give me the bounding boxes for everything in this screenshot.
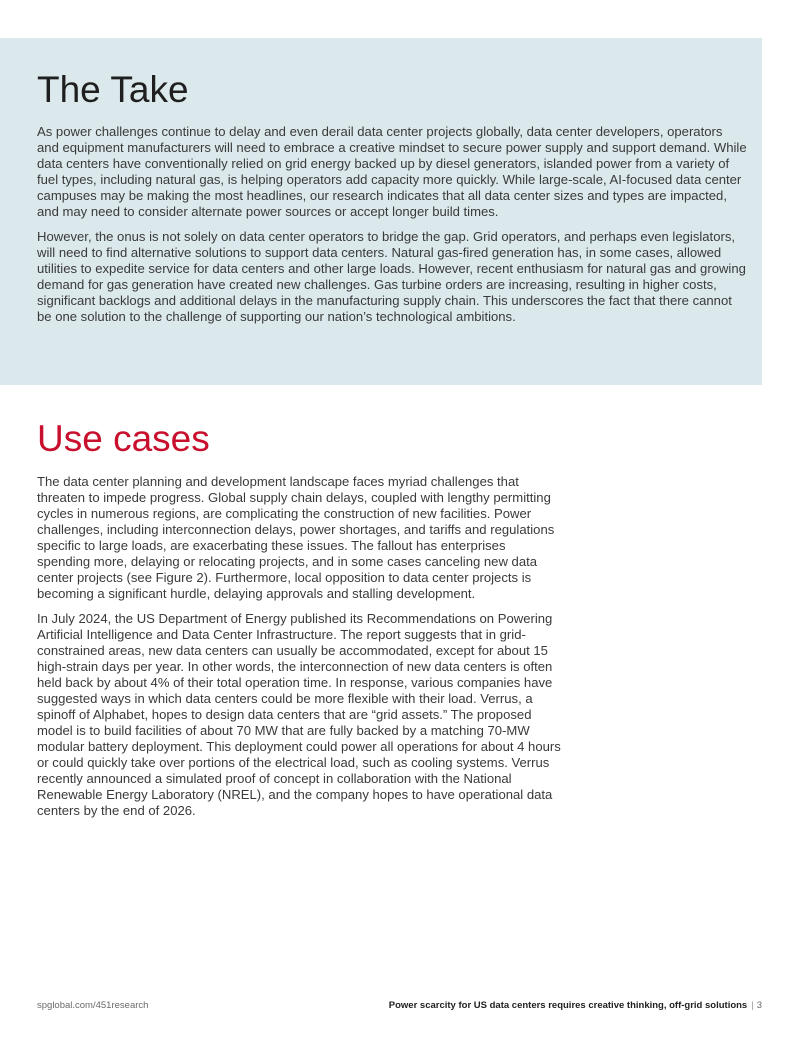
footer-report-title: Power scarcity for US data centers requires creative thinking, off-grid solutions (388, 1000, 748, 1011)
the-take-paragraph-1: As power challenges continue to delay and even derail data center projects globally, data center developers, operators and equipment manufacturers will need to embrace a creative mindset to secure power supply and support demand. While data centers have conventionally relied on grid energy backed up by diesel generators, islanded power from a variety of fuel types, including natural gas, is helping operators add capacity more quickly. While large-scale, AI-focused data center campuses may be making the most headlines, our research indicates that all data center sizes and types are impacted, and may need to consider alternate power sources or accept longer build times. (37, 124, 747, 219)
use-cases-paragraph-2: In July 2024, the US Department of Energy published its Recommendations on Powering Artificial Intelligence and Data Center Infrastructure. The report suggests that in grid-constrained areas, new data centers can usually be accommodated, except for about 15 high-strain days per year. In other words, the interconnection of new data centers is often held back by about 4% of their total operation time. In response, various companies have suggested ways in which data centers could be more flexible with their load. Verrus, a spinoff of Alphabet, hopes to design data centers that are “grid assets.” The proposed model is to build facilities of about 70 MW that are fully backed by a matching 70-MW modular battery deployment. This deployment could power all operations for about 4 hours or could quickly take over portions of the electrical load, such as cooling systems. Verrus recently announced a simulated proof of concept in collaboration with the National Renewable Energy Laboratory (NREL), and the company hopes to have operational data centers by the end of 2026. (37, 611, 561, 818)
use-cases-body (37, 474, 561, 828)
use-cases-paragraph-1: The data center planning and development landscape faces myriad challenges that threaten to impede progress. Global supply chain delays, coupled with lengthy permitting cycles in numerous regions, are complicating the construction of new facilities. Power challenges, including interconnection delays, power shortages, and tariffs and regulations specific to large loads, are exacerbating these issues. The fallout has enterprises spending more, delaying or relocating projects, and in some cases canceling new data center projects (see Figure 2). Furthermore, local opposition to data center projects is becoming a significant hurdle, delaying approvals and stalling development. (37, 474, 555, 601)
the-take-heading: The Take (37, 69, 189, 110)
footer-separator: | (751, 1000, 754, 1011)
the-take-paragraph-2: However, the onus is not solely on data center operators to bridge the gap. Grid operators, and perhaps even legislators, will need to find alternative solutions to support data centers. Natural gas-fired generation has, in some cases, allowed utilities to expedite service for data centers and other large loads. However, recent enthusiasm for natural gas and growing demand for gas generation have created new challenges. Gas turbine orders are increasing, resulting in higher costs, significant backlogs and additional delays in the manufacturing supply chain. This underscores the fact that there cannot be one solution to the challenge of supporting our nation’s technological ambitions. (37, 229, 746, 324)
footer-report-info (389, 1000, 762, 1012)
the-take-body (37, 124, 747, 334)
page-number: 3 (756, 1000, 762, 1011)
footer-url[interactable]: spglobal.com/451research (37, 1000, 149, 1011)
use-cases-heading: Use cases (37, 418, 210, 459)
